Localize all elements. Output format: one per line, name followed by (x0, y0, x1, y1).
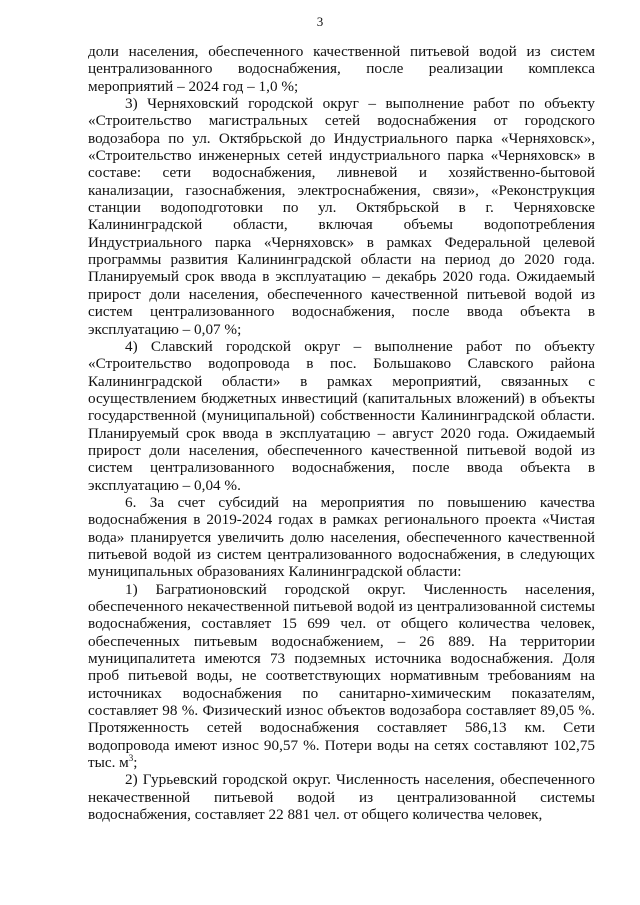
paragraph-bagrationovsk (88, 581, 595, 772)
paragraph-bagrationovsk-text: 1) Багратионовский городской округ. Численность населения, обеспеченного некачественной питьевой водой из централизованной системы водоснабжения, составляет 15 699 чел. от общего количества человек, обеспеченных питьевым водоснабжением, – 26 889. На территории муниципалитета имеются 73 подземных источника водоснабжения. Доля проб питьевой воды, не соответствующих нормативным требованиям на источниках водоснабжения по санитарно-химическим показателям, составляет 98 %. Физический износ объектов водозабора составляет 89,05 %. Протяженность сетей водоснабжения составляет 586,13 км. Сети водопровода имеют износ 90,57 %. Потери воды на сетях составляют 102,75 тыс. м (88, 580, 595, 772)
cubic-superscript: 3 (128, 753, 134, 764)
paragraph-chernyakhovsk: 3) Черняховский городской округ – выполнение работ по объекту «Строительство магистральных сетей водоснабжения от городского водозабора по ул. Октябрьской до Индустриального парка «Черняховск», «Строительство инженерных сетей индустриального парка «Черняховск» в составе: сети водоснабжения, ливневой и хозяйственно-бытовой канализации, газоснабжения, электроснабжения, связи», «Реконструкция станции водоподготовки по ул. Октябрьской в г. Черняховске Калининградской области, включая объемы водопотребления Индустриального парка «Черняховск» в рамках Федеральной целевой программы развития Калининградской области на период до 2020 года. Планируемый срок ввода в эксплуатацию – декабрь 2020 года. Ожидаемый прирост доли населения, обеспеченного качественной питьевой водой из систем централизованного водоснабжения, после ввода объекта в эксплуатацию – 0,07 %; (88, 95, 595, 338)
paragraph-population-share: доли населения, обеспеченного качественной питьевой водой из систем централизованного водоснабжения, после реализации комплекса мероприятий – 2024 год – 1,0 %; (88, 43, 595, 95)
document-body (88, 43, 595, 823)
page-number: 3 (316, 14, 324, 29)
paragraph-slavsk: 4) Славский городской округ – выполнение работ по объекту «Строительство водопровода в пос. Большаково Славского района Калининградской области» в рамках мероприятий, связанных с осуществлением бюджетных инвестиций (капитальных вложений) в объекты государственной (муниципальной) собственности Калининградской области. Планируемый срок ввода в эксплуатацию – август 2020 года. Ожидаемый прирост доли населения, обеспеченного качественной питьевой водой из систем централизованного водоснабжения, после ввода объекта в эксплуатацию – 0,04 %. (88, 337, 595, 494)
paragraph-subsidies: 6. За счет субсидий на мероприятия по повышению качества водоснабжения в 2019-2024 годах в рамках регионального проекта «Чистая вода» планируется увеличить долю населения, обеспеченного качественной питьевой водой из систем централизованного водоснабжения, в следующих муниципальных образованиях Калининградской области: (88, 493, 595, 581)
paragraph-bagrationovsk-tail: ; (133, 754, 138, 772)
paragraph-guryevsk: 2) Гурьевский городской округ. Численность населения, обеспеченного некачественной питьевой водой из централизованной системы водоснабжения, составляет 22 881 чел. от общего количества человек, (88, 771, 595, 824)
